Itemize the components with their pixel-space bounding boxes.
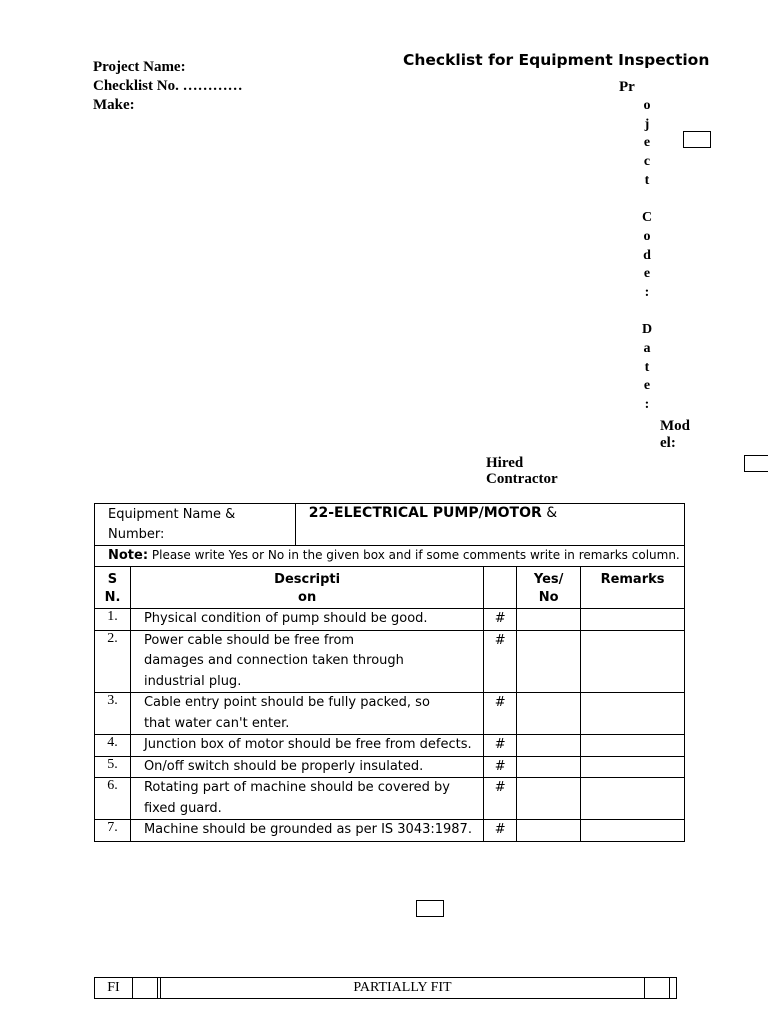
row-mark: # — [484, 756, 517, 778]
vertical-letter: t — [644, 359, 650, 375]
vertical-letter — [637, 303, 657, 322]
row-remarks-field[interactable] — [581, 630, 685, 693]
project-code-box[interactable] — [683, 131, 711, 148]
partially-fit-checkbox[interactable] — [645, 978, 670, 998]
vertical-letter: C — [641, 210, 653, 226]
signature-box[interactable] — [416, 900, 444, 917]
equipment-value: 22-ELECTRICAL PUMP/MOTOR — [308, 505, 542, 521]
row-description: On/off switch should be properly insulated. — [130, 756, 483, 778]
vertical-letter: c — [643, 154, 651, 170]
col-remarks-label: Remarks — [600, 572, 665, 587]
vertical-letter: o — [643, 98, 651, 113]
row-sn: 4. — [95, 735, 131, 757]
vertical-letter: e — [643, 135, 651, 151]
equipment-ampersand: & — [546, 505, 558, 521]
row-yes-no-field[interactable] — [517, 735, 581, 757]
table-row — [95, 609, 685, 631]
table-row — [95, 820, 685, 842]
vertical-letter: : — [644, 284, 650, 300]
row-mark: # — [484, 609, 517, 631]
col-header-mark — [484, 567, 517, 609]
table-row — [95, 630, 685, 693]
row-remarks-field[interactable] — [581, 820, 685, 842]
row-yes-no-field[interactable] — [517, 630, 581, 693]
page-title: Checklist for Equipment Inspection — [403, 51, 710, 69]
table-row — [95, 735, 685, 757]
row-yes-no-field[interactable] — [517, 756, 581, 778]
table-row — [95, 778, 685, 820]
row-mark: # — [484, 630, 517, 693]
vertical-letter — [637, 190, 657, 209]
col-sn-line2: N. — [104, 590, 121, 605]
row-yes-no-field[interactable] — [517, 778, 581, 820]
row-remarks-field[interactable] — [581, 735, 685, 757]
model-label-part2: el: — [660, 435, 676, 451]
row-remarks-field[interactable] — [581, 609, 685, 631]
vertical-letter: e — [643, 378, 651, 394]
col-desc-line1: Descripti — [274, 572, 341, 587]
row-sn: 2. — [95, 630, 131, 693]
note-row — [95, 546, 685, 567]
equipment-name-label-cell — [95, 504, 296, 546]
row-mark: # — [484, 693, 517, 735]
model-box[interactable] — [744, 455, 768, 472]
row-sn: 3. — [95, 693, 131, 735]
column-header-row — [95, 567, 685, 609]
note-label: Note: — [108, 548, 149, 563]
fit-label: FI — [95, 978, 133, 998]
checklist-no-label: Checklist No. ………… — [93, 78, 243, 94]
col-yesno-line1: Yes/ — [533, 572, 564, 587]
row-description: Cable entry point should be fully packed, so that water can't enter. — [130, 693, 483, 735]
footer-end — [670, 978, 676, 998]
col-sn-line1: S — [107, 572, 118, 587]
row-yes-no-field[interactable] — [517, 693, 581, 735]
table-row — [95, 756, 685, 778]
col-header-remarks — [581, 567, 685, 609]
row-description: Power cable should be free from damages and connection taken through industrial plug. — [130, 630, 483, 693]
row-sn: 1. — [95, 609, 131, 631]
row-sn: 6. — [95, 778, 131, 820]
vertical-letter: d — [643, 247, 651, 263]
note-cell — [95, 546, 685, 567]
row-sn: 7. — [95, 820, 131, 842]
vertical-letter: : — [644, 397, 650, 412]
vertical-letter: j — [644, 116, 650, 132]
vertical-letter: a — [643, 340, 651, 356]
col-header-description — [130, 567, 483, 609]
row-mark: # — [484, 820, 517, 842]
fitness-footer — [94, 977, 677, 999]
table-row — [95, 693, 685, 735]
row-mark: # — [484, 735, 517, 757]
row-description: Physical condition of pump should be good. — [130, 609, 483, 631]
row-yes-no-field[interactable] — [517, 820, 581, 842]
col-yesno-line2: No — [538, 590, 559, 605]
vertical-letter: t — [644, 172, 650, 188]
row-sn: 5. — [95, 756, 131, 778]
row-remarks-field[interactable] — [581, 693, 685, 735]
fit-checkbox[interactable] — [133, 978, 158, 998]
row-description: Junction box of motor should be free from defects. — [130, 735, 483, 757]
row-description: Rotating part of machine should be covered by fixed guard. — [130, 778, 483, 820]
vertical-letter: o — [643, 228, 651, 244]
pr-label: Pr — [619, 79, 635, 95]
contractor-label: Contractor — [486, 471, 558, 487]
col-header-yes-no — [517, 567, 581, 609]
make-label: Make: — [93, 97, 135, 113]
vertical-label-project-code-date — [637, 97, 657, 415]
equipment-value-cell — [295, 504, 684, 546]
vertical-letter: e — [643, 266, 651, 282]
vertical-letter: D — [641, 322, 653, 338]
equipment-label-line2: Number: — [108, 527, 165, 542]
row-remarks-field[interactable] — [581, 778, 685, 820]
col-header-sn — [95, 567, 131, 609]
hired-label: Hired — [486, 455, 524, 471]
row-mark: # — [484, 778, 517, 820]
checklist-table — [94, 503, 685, 842]
equipment-label-line1: Equipment Name & — [108, 507, 236, 522]
col-desc-line2: on — [298, 590, 317, 605]
equipment-row — [95, 504, 685, 546]
row-description: Machine should be grounded as per IS 3043:1987. — [130, 820, 483, 842]
partially-fit-label: PARTIALLY FIT — [161, 978, 645, 998]
model-label-part1: Mod — [660, 418, 690, 434]
row-yes-no-field[interactable] — [517, 609, 581, 631]
project-name-label: Project Name: — [93, 59, 186, 75]
note-text: Please write Yes or No in the given box and if some comments write in remarks column. — [151, 548, 680, 562]
row-remarks-field[interactable] — [581, 756, 685, 778]
